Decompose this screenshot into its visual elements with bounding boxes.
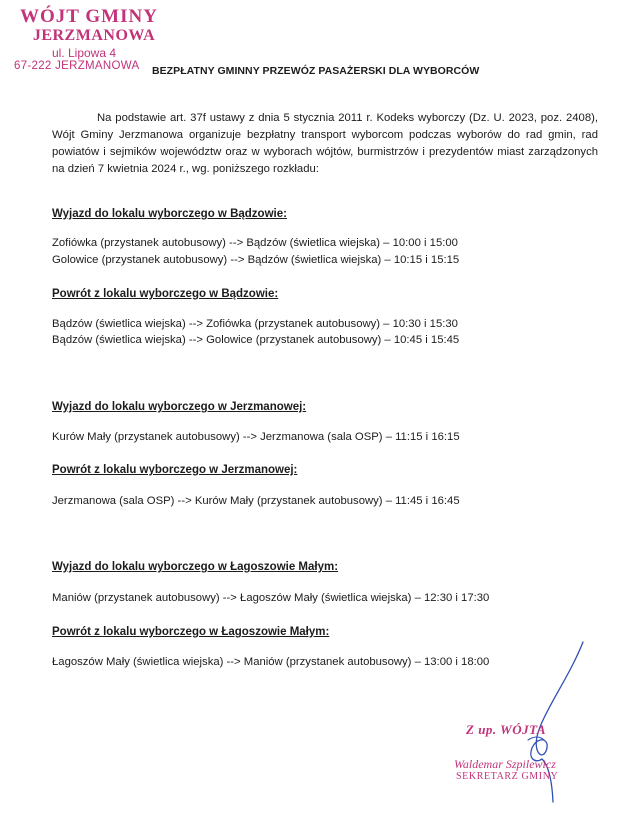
signatory-name: Waldemar Szpilewicz <box>454 757 556 771</box>
stamp-line-2: JERZMANOWA <box>32 27 156 44</box>
heading-badzow-return: Powrót z lokalu wyborczego w Bądzowie: <box>52 288 279 300</box>
stamp-line-1: WÓJT GMINY <box>20 6 158 27</box>
schedule-line: Kurów Mały (przystanek autobusowy) --> Jerzmanowa (sala OSP) – 11:15 i 16:15 <box>52 431 460 443</box>
schedule-line: Bądzów (świetlica wiejska) --> Zofiówka (przystanek autobusowy) – 10:30 i 15:30 <box>52 318 458 330</box>
schedule-line: Łagoszów Mały (świetlica wiejska) --> Maniów (przystanek autobusowy) – 13:00 i 18:00 <box>52 656 490 668</box>
signature-authorization: Z up. WÓJTA <box>466 722 547 737</box>
heading-lagoszow-departure: Wyjazd do lokalu wyborczego w Łagoszowie Małym: <box>52 561 339 573</box>
document-title: BEZPŁATNY GMINNY PRZEWÓZ PASAŻERSKI DLA WYBORCÓW <box>152 65 480 77</box>
schedule-line: Maniów (przystanek autobusowy) --> Łagoszów Mały (świetlica wiejska) – 12:30 i 17:30 <box>52 592 490 604</box>
intro-paragraph: Na podstawie art. 37f ustawy z dnia 5 stycznia 2011 r. Kodeks wyborczy (Dz. U. 2023, poz. 2408), Wójt Gminy Jerzmanowa organizuje bezpłatny transport wyborcom podczas wyborów do rad gmin, rad powiatów i sejmików województw oraz w wyborach wójtów, burmistrzów i prezydentów miast zarządzonych na dzień 7 kwietnia 2024 r., wg. poniższego rozkładu: <box>52 112 598 175</box>
heading-jerzmanowa-departure: Wyjazd do lokalu wyborczego w Jerzmanowej: <box>52 401 307 413</box>
stamp-line-4: 67-222 JERZMANOWA <box>14 60 140 72</box>
heading-lagoszow-return: Powrót z lokalu wyborczego w Łagoszowie Małym: <box>52 626 330 638</box>
schedule-line: Bądzów (świetlica wiejska) --> Golowice (przystanek autobusowy) – 10:45 i 15:45 <box>52 334 460 346</box>
stamp-line-3: ul. Lipowa 4 <box>51 46 117 60</box>
signature-block <box>440 640 620 790</box>
schedule-line: Golowice (przystanek autobusowy) --> Bądzów (świetlica wiejska) – 10:15 i 15:15 <box>52 254 460 266</box>
heading-badzow-departure: Wyjazd do lokalu wyborczego w Bądzowie: <box>52 208 287 220</box>
office-stamp <box>14 6 164 76</box>
schedule-line: Jerzmanowa (sala OSP) --> Kurów Mały (przystanek autobusowy) – 11:45 i 16:45 <box>52 495 460 507</box>
signatory-role: SEKRETARZ GMINY <box>456 771 559 782</box>
heading-jerzmanowa-return: Powrót z lokalu wyborczego w Jerzmanowej: <box>52 464 298 476</box>
schedule-line: Zofiówka (przystanek autobusowy) --> Bądzów (świetlica wiejska) – 10:00 i 15:00 <box>52 237 458 249</box>
